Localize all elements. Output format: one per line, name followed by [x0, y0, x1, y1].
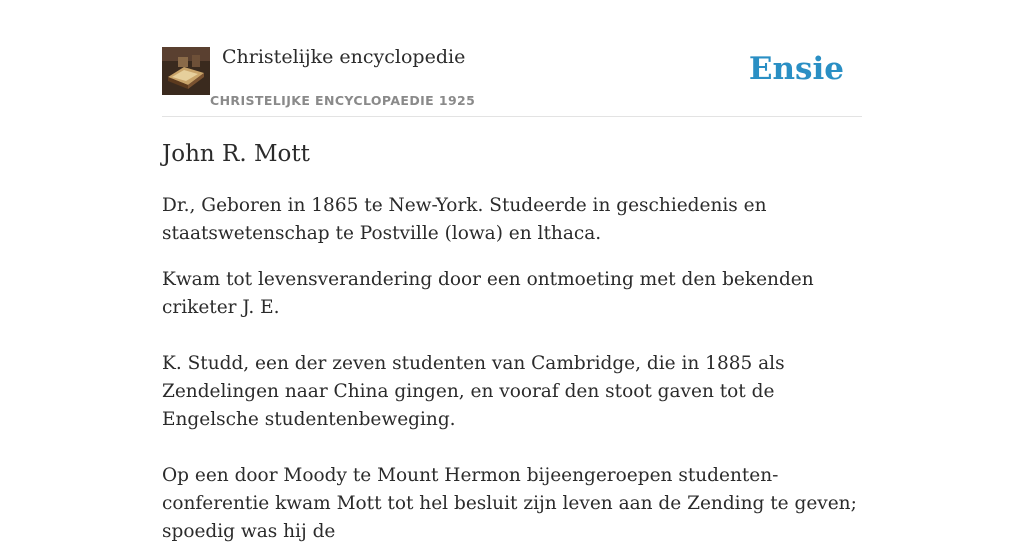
article-paragraph: Op een door Moody te Mount Hermon bijeengeroepen studenten-conferentie kwam Mott tot hel besluit zijn leven aan de Zending te geven; spoedig was hij de — [162, 465, 857, 542]
page-title: John R. Mott — [162, 141, 310, 167]
article-content — [162, 138, 862, 546]
site-title[interactable]: Christelijke encyclopedie — [222, 46, 466, 68]
article-paragraph: Dr., Geboren in 1865 te New-York. Studeerde in geschiedenis en staatswetenschap te Postville (lowa) en lthaca. — [162, 195, 767, 244]
book-cover-icon — [162, 47, 210, 95]
avatar[interactable] — [162, 47, 210, 95]
site-header — [162, 46, 862, 117]
site-subtitle[interactable]: CHRISTELIJKE ENCYCLOPAEDIE 1925 — [210, 93, 476, 108]
article-paragraph: Kwam tot levensverandering door een ontmoeting met den bekenden criketer J. E. — [162, 269, 814, 318]
article-paragraph: K. Studd, een der zeven studenten van Cambridge, die in 1885 als Zendelingen naar China gingen, en vooraf den stoot gaven tot de Engelsche studentenbeweging. — [162, 353, 785, 430]
brand-logo[interactable]: Ensie — [748, 51, 844, 87]
